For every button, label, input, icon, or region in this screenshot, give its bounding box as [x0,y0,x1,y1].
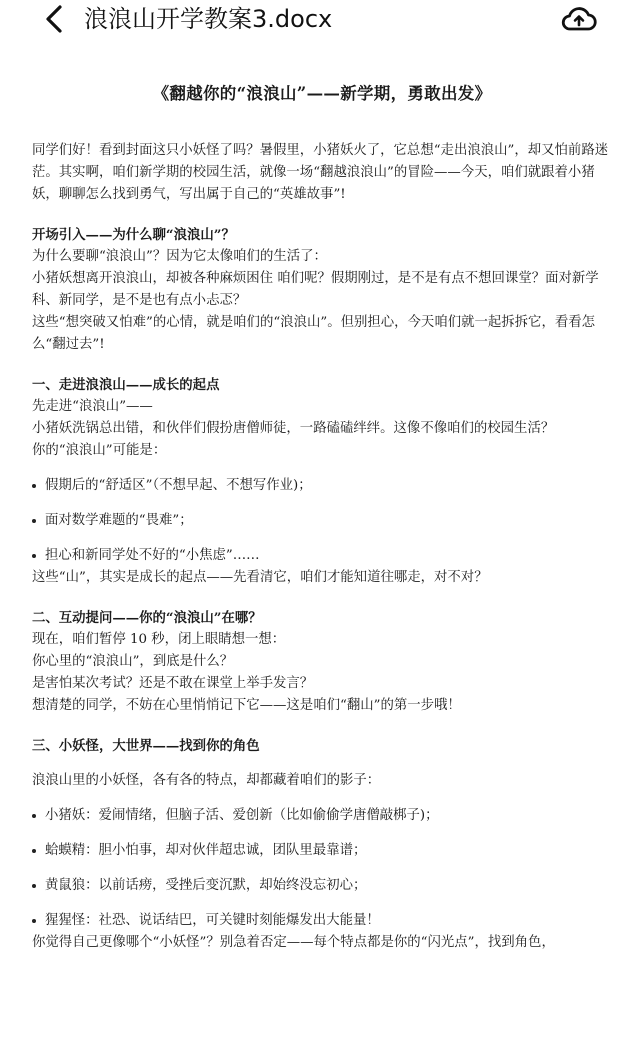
bullet-item: 假期后的“舒适区”（不想早起、不想写作业)； [32,475,612,497]
paragraph: 这些“山”，其实是成长的起点——先看清它，咱们才能知道往哪走，对不对？ [32,570,488,585]
section-1-title: 一、走进浪浪山——成长的起点 [32,377,220,393]
bullet-item: 猩猩怪：社恐、说话结巴，可关键时刻能爆发出大能量！ [32,910,612,932]
paragraph: 你觉得自己更像哪个“小妖怪”？别急着否定——每个特点都是你的“闪光点”，找到角色， [32,935,555,950]
bullet-item: 黄鼠狼：以前话痨，受挫后变沉默，却始终没忘初心； [32,875,612,897]
section-3-title: 三、小妖怪，大世界——找到你的角色 [32,738,260,754]
top-bar [0,0,640,40]
bullet-item: 小猪妖：爱闹情绪，但脑子活、爱创新（比如偷偷学唐僧敲梆子)； [32,805,612,827]
bullet-item: 蛤蟆精：胆小怕事，却对伙伴超忠诚，团队里最靠谱； [32,840,612,862]
back-button[interactable] [38,2,70,36]
cloud-upload-icon [561,4,597,34]
chevron-left-icon [43,4,65,34]
paragraph: 为什么要聊“浪浪山”？因为它太像咱们的生活了： [32,249,327,264]
section-2-title: 二、互动提问——你的“浪浪山”在哪？ [32,610,262,626]
paragraph: 小猪妖想离开浪浪山，却被各种麻烦困住 咱们呢？假期刚过，是不是有点不想回课堂？面对新学科、新同学，是不是也有点小忐忑？ [32,271,599,308]
paragraph: 是害怕某次考试？还是不敢在课堂上举手发言？ [32,676,314,691]
paragraph: 想清楚的同学，不妨在心里悄悄记下它——这是咱们“翻山”的第一步哦！ [32,698,461,713]
bullet-item: 担心和新同学处不好的“小焦虑”…… [32,545,612,567]
paragraph: 小猪妖洗锅总出错，和伙伴们假扮唐僧师徒，一路磕磕绊绊。这像不像咱们的校园生活？ [32,421,555,436]
document-body [32,82,612,954]
document-title: 浪浪山开学教案3.docx [84,5,333,33]
section-opening-title: 开场引入——为什么聊“浪浪山”？ [32,227,235,243]
cloud-upload-button[interactable] [560,2,598,36]
paragraph: 这些“想突破又怕难”的心情，就是咱们的“浪浪山”。但别担心，今天咱们就一起拆拆它，看看怎么“翻过去”! [32,315,596,352]
paragraph: 浪浪山里的小妖怪，各有各的特点，却都藏着咱们的影子： [32,773,381,788]
paragraph: 你心里的“浪浪山”，到底是什么？ [32,654,234,669]
bullet-item: 面对数学难题的“畏难”； [32,510,612,532]
intro-paragraph: 同学们好！看到封面这只小妖怪了吗？暑假里，小猪妖火了，它总想“走出浪浪山”，却又怕前路迷茫。其实啊，咱们新学期的校园生活，就像一场“翻越浪浪山”的冒险——今天，咱们就跟着小猪妖，聊聊怎么找到勇气，写出属于自己的“英雄故事”! [32,143,609,202]
paragraph: 现在，咱们暂停 10 秒，闭上眼睛想一想： [32,632,286,647]
paragraph: 先走进“浪浪山”—— [32,399,153,414]
paragraph: 你的“浪浪山”可能是： [32,443,167,458]
document-heading: 《翻越你的“浪浪山”——新学期，勇敢出发》 [152,84,492,103]
